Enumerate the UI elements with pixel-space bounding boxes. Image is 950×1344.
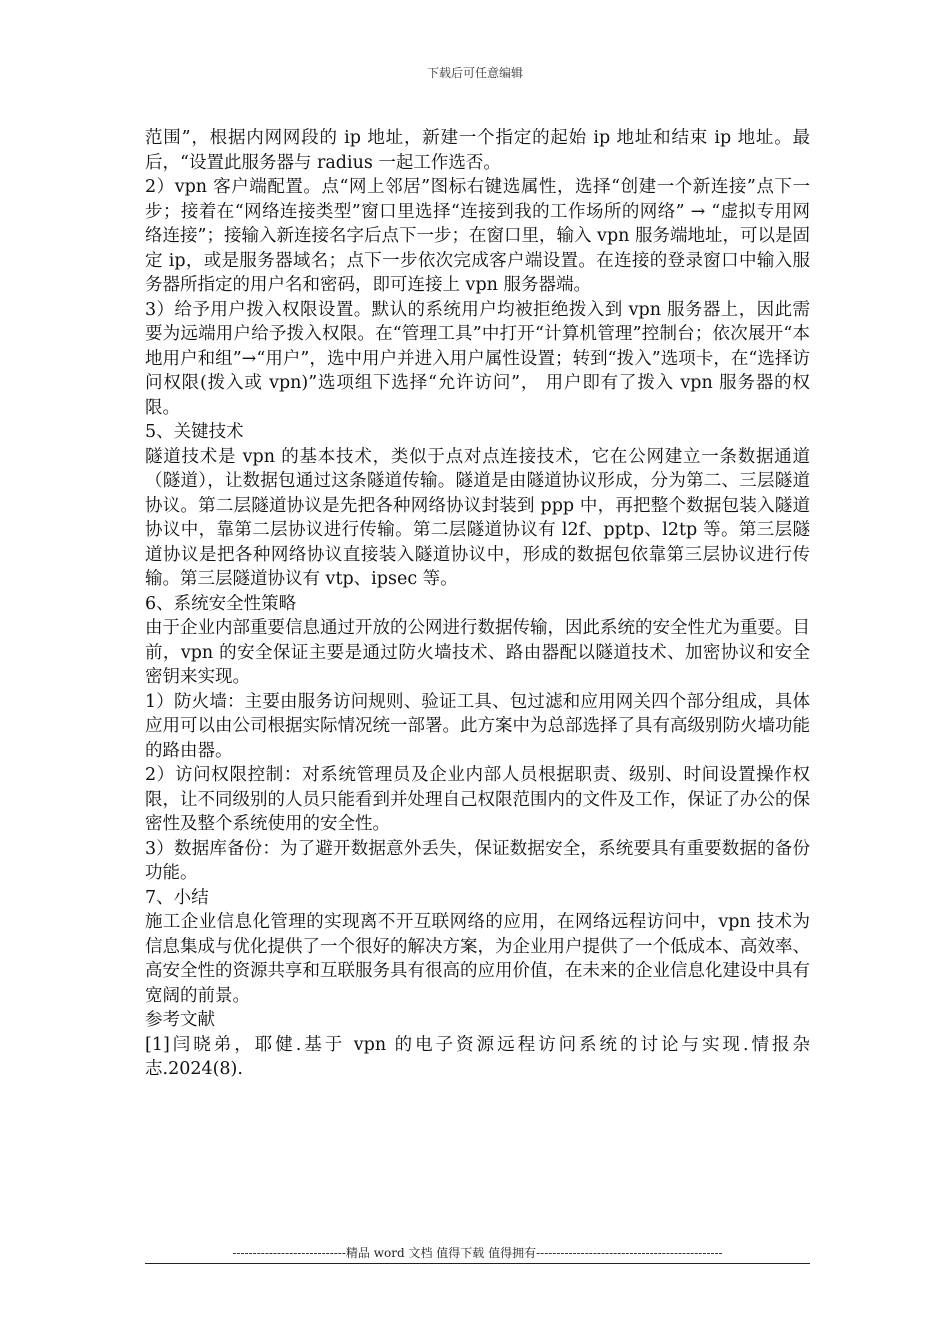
paragraph: 施工企业信息化管理的实现离不开互联网络的应用，在网络远程访问中，vpn 技术为信息集成与优化提供了一个很好的解决方案，为企业用户提供了一个低成本、高效率、高安全性的资源共享和互联服务具有很高的应用价值，在未来的企业信息化建设中具有宽阔的前景。 <box>145 912 810 1006</box>
reference-item: [1]闫晓弟，耶健.基于 vpn 的电子资源远程访问系统的讨论与实现.情报杂志.2024(8). <box>145 1034 810 1079</box>
paragraph: 1）防火墙：主要由服务访问规则、验证工具、包过滤和应用网关四个部分组成，具体应用可以由公司根据实际情况统一部署。此方案中为总部选择了具有高级别防火墙功能的路由器。 <box>145 691 810 761</box>
paragraph: 范围”，根据内网网段的 ip 地址，新建一个指定的起始 ip 地址和结束 ip 地址。最后，“设置此服务器与 radius 一起工作选否。 <box>145 128 810 173</box>
paragraph: 2）vpn 客户端配置。点“网上邻居”图标右键选属性，选择“创建一个新连接”点下一步；接着在“网络连接类型”窗口里选择“连接到我的工作场所的网络” → “虚拟专用网络连接”；接输入新连接名字后点下一步；在窗口里，输入 vpn 服务端地址，可以是固定 ip，或是服务器域名；点下一步依次完成客户端设置。在连接的登录窗口中输入服务器所指定的用户名和密码，即可连接上 vpn 服务器端。 <box>145 177 810 295</box>
paragraph: 3）数据库备份：为了避开数据意外丢失，保证数据安全，系统要具有重要数据的备份功能。 <box>145 838 810 883</box>
document-body <box>145 126 810 1082</box>
paragraph: 2）访问权限控制：对系统管理员及企业内部人员根据职责、级别、时间设置操作权限，让不同级别的人员只能看到并处理自己权限范围内的文件及工作，保证了办公的保密性及整个系统使用的安全性。 <box>145 765 810 834</box>
section-heading: 6、系统安全性策略 <box>145 593 297 614</box>
page-header: 下载后可任意编辑 <box>426 66 523 80</box>
section-heading: 5、关键技术 <box>145 422 244 442</box>
section-heading: 7、小结 <box>145 887 209 908</box>
page-footer: ----------------------------精品 word 文档 值得下载 值得拥有---------------------------------------------- <box>232 1246 723 1260</box>
paragraph: 3）给予用户拨入权限设置。默认的系统用户均被拒绝拨入到 vpn 服务器上，因此需要为远端用户给予拨入权限。在“管理工具”中打开“计算机管理”控制台；依次展开“本地用户和组”→“用户”，选中用户并进入用户属性设置；转到“拨入”选项卡，在“选择访问权限(拨入或 vpn)”选项组下选择“允许访问”， 用户即有了拨入 vpn 服务器的权限。 <box>145 299 810 418</box>
paragraph: 由于企业内部重要信息通过开放的公网进行数据传输，因此系统的安全性尤为重要。目前，vpn 的安全保证主要是通过防火墙技术、路由器配以隧道技术、加密协议和安全密钥来实现。 <box>145 618 810 687</box>
section-heading: 参考文献 <box>145 1010 215 1030</box>
paragraph: 隧道技术是 vpn 的基本技术，类似于点对点连接技术，它在公网建立一条数据通道（隧道），让数据包通过这条隧道传输。隧道是由隧道协议形成，分为第二、三层隧道协议。第二层隧道协议是先把各种网络协议封装到 ppp 中，再把整个数据包装入隧道协议中，靠第二层协议进行传输。第二层隧道协议有 l2f、pptp、l2tp 等。第三层隧道协议是把各种网络协议直接装入隧道协议中，形成的数据包依靠第三层协议进行传输。第三层隧道协议有 vtp、ipsec 等。 <box>145 446 810 589</box>
footer-rule <box>145 1263 810 1264</box>
